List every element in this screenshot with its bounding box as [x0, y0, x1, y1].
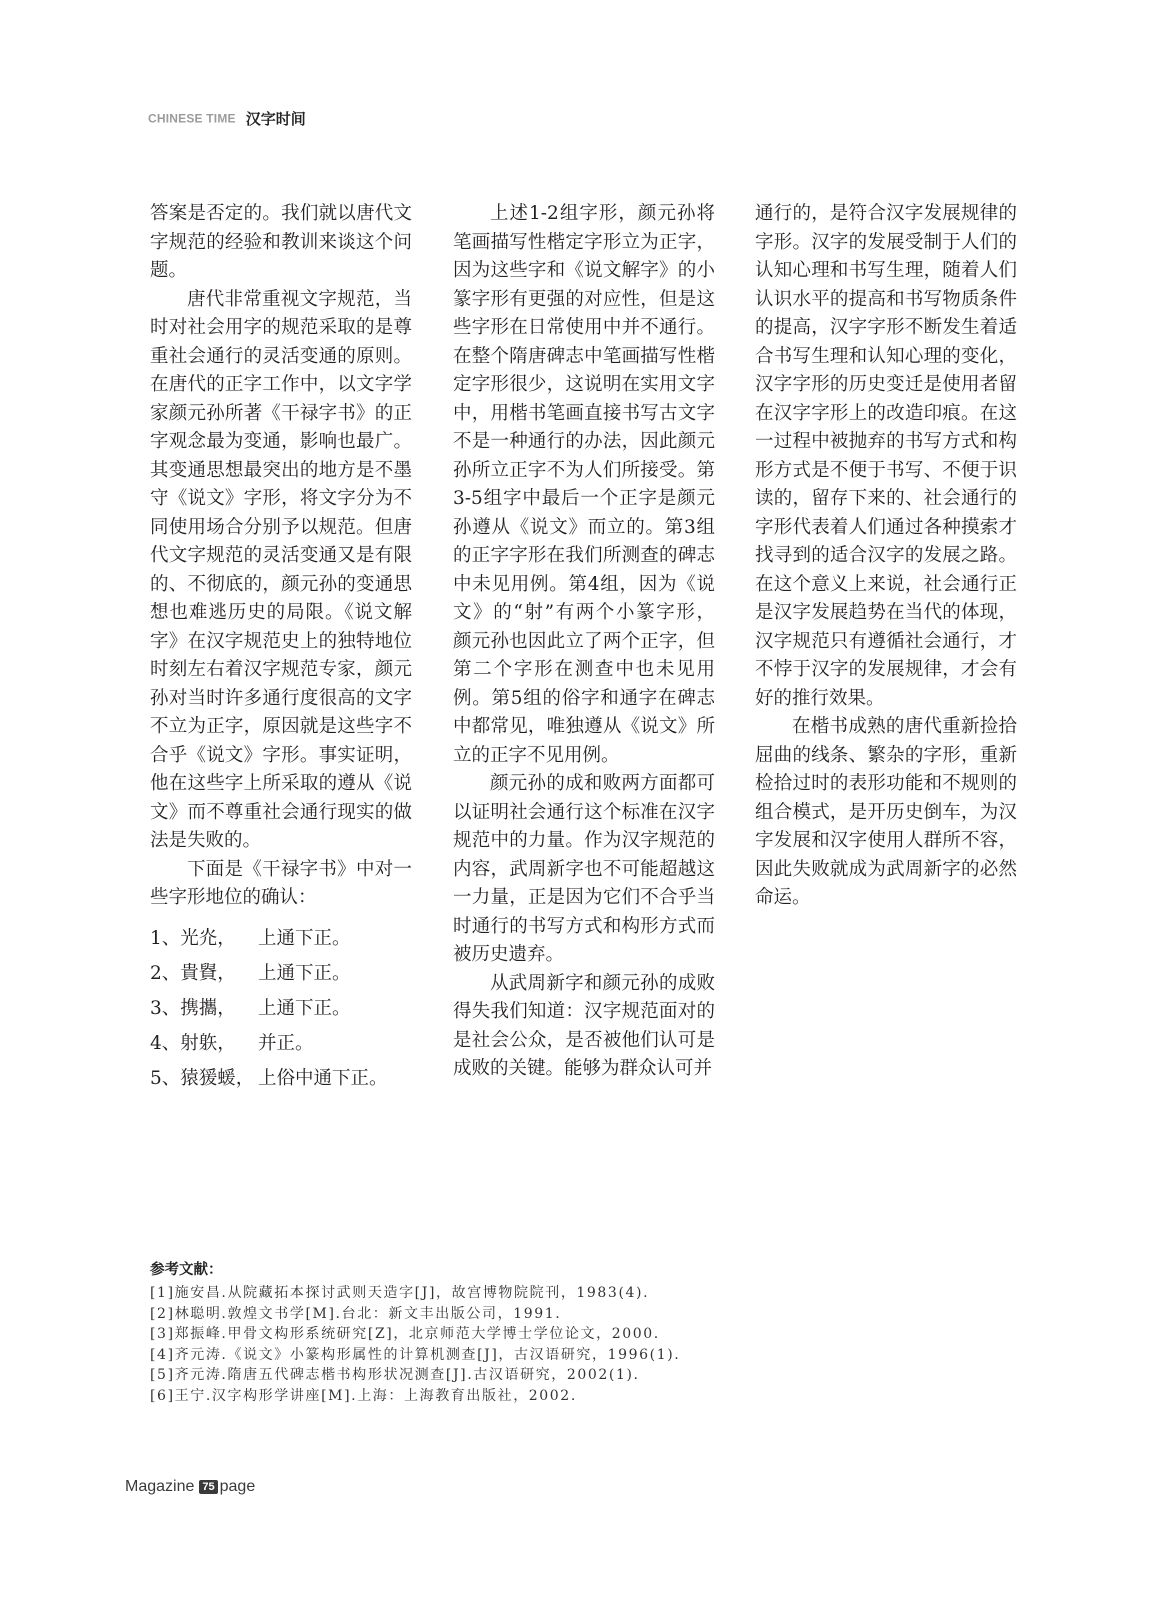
text-line: 上述1-2组字形，颜元孙将 — [490, 203, 715, 224]
paragraph — [453, 200, 715, 770]
column-body — [755, 200, 1017, 913]
text-line: 认识水平的提高和书写物质条件 — [755, 288, 1017, 310]
text-line: 重社会通行的灵活变通的原则。 — [150, 345, 412, 367]
text-line: 的、不彻底的，颜元孙的变通思 — [150, 573, 412, 595]
paragraph — [150, 200, 412, 286]
text-line: 不是一种通行的办法，因此颜元 — [453, 431, 715, 452]
text-line: 在唐代的正字工作中，以文字学 — [150, 374, 412, 395]
text-line: 答案是否定的。我们就以唐代文 — [150, 203, 412, 224]
page-footer — [125, 1476, 255, 1498]
text-line: 在这个意义上来说，社会通行正 — [755, 573, 1017, 595]
text-line: 合书写生理和认知心理的变化， — [755, 345, 1017, 367]
paragraph — [453, 770, 715, 970]
text-line: 第二个字形在测查中也未见用 — [453, 659, 715, 680]
text-line: 是社会公众，是否被他们认可是 — [453, 1029, 715, 1051]
text-column-2 — [453, 200, 715, 1084]
glyph-status: 上通下正。 — [258, 962, 351, 984]
glyph-status: 上通下正。 — [258, 927, 351, 949]
references-title: 参考文献： — [150, 1262, 223, 1278]
text-line: 同使用场合分别予以规范。但唐 — [150, 516, 412, 538]
text-line: 组合模式，是开历史倒车，为汉 — [755, 801, 1017, 823]
text-line: 时刻左右着汉字规范专家，颜元 — [150, 659, 412, 680]
glyph-forms: 2、貴䝿， — [150, 962, 236, 984]
text-line: 家颜元孙所著《干禄字书》的正 — [150, 402, 412, 424]
text-line: 因此失败就成为武周新字的必然 — [755, 858, 1017, 880]
glyph-status-list — [150, 921, 412, 1096]
text-line: 从武周新字和颜元孙的成败 — [490, 972, 715, 994]
paragraph — [453, 970, 715, 1084]
text-line: 定字形很少，这说明在实用文字 — [453, 374, 715, 395]
glyph-status: 上通下正。 — [258, 997, 351, 1019]
text-line: 立的正字不见用例。 — [453, 744, 620, 766]
text-line: 读的，留存下来的、社会通行的 — [755, 488, 1017, 509]
text-line: 字规范的经验和教训来谈这个问 — [150, 231, 412, 253]
glyph-status: 上俗中通下正。 — [258, 1067, 388, 1089]
text-line: 一力量，正是因为它们不合乎当 — [453, 887, 715, 908]
text-line: 不立为正字，原因就是这些字不 — [150, 716, 412, 737]
page-number: 75 — [199, 1480, 217, 1494]
text-line: 题。 — [150, 260, 188, 281]
paragraph — [150, 286, 412, 856]
text-line: 他在这些字上所采取的遵从《说 — [150, 773, 412, 794]
text-line: 合乎《说文》字形。事实证明， — [150, 744, 412, 766]
footer-magazine-label: Magazine — [125, 1478, 195, 1495]
paragraph — [755, 200, 1017, 713]
text-line: 通行的，是符合汉字发展规律的 — [755, 203, 1017, 224]
text-line: 汉字字形的历史变迁是使用者留 — [755, 374, 1017, 395]
text-line: 其变通思想最突出的地方是不墨 — [150, 459, 412, 481]
text-line: 法是失败的。 — [150, 830, 262, 851]
text-line: 下面是《干禄字书》中对一 — [187, 858, 412, 880]
glyph-forms: 5、猿猨蝯， — [150, 1067, 255, 1089]
column-body — [453, 200, 715, 1084]
text-line: 是汉字发展趋势在当代的体现， — [755, 602, 1017, 623]
text-line: 的提高，汉字字形不断发生着适 — [755, 317, 1017, 338]
text-line: 成败的关键。能够为群众认可并 — [453, 1058, 713, 1079]
glyph-list-item — [150, 956, 412, 991]
reference-item: [5]齐元涛.隋唐五代碑志楷书构形状况测查[J].古汉语研究，2002(1). — [150, 1367, 640, 1384]
glyph-list-item — [150, 991, 412, 1026]
text-line: 文》的“射”有两个小篆字形， — [453, 602, 715, 623]
paragraph — [150, 856, 412, 913]
text-line: 时通行的书写方式和构形方式而 — [453, 915, 715, 937]
glyph-list-item — [150, 921, 412, 956]
text-line: 颜元孙也因此立了两个正字，但 — [453, 630, 715, 652]
text-line: 一过程中被抛弃的书写方式和构 — [755, 431, 1017, 452]
text-line: 因为这些字和《说文解字》的小 — [453, 260, 715, 281]
text-line: 孙所立正字不为人们所接受。第 — [453, 459, 715, 481]
text-line: 笔画描写性楷定字形立为正字， — [453, 231, 715, 253]
reference-item: [4]齐元涛.《说文》小篆构形属性的计算机测查[J]，古汉语研究，1996(1). — [150, 1346, 681, 1363]
text-line: 好的推行效果。 — [755, 687, 885, 709]
reference-item: [6]王宁.汉字构形学讲座[M].上海：上海教育出版社，2002. — [150, 1387, 577, 1404]
text-line: 例。第5组的俗字和通字在碑志 — [453, 687, 715, 709]
text-line: 守《说文》字形，将文字分为不 — [150, 488, 412, 509]
text-line: 屈曲的线条、繁杂的字形，重新 — [755, 744, 1017, 766]
text-line: 字形。汉字的发展受制于人们的 — [755, 231, 1017, 253]
text-line: 字形代表着人们通过各种摸索才 — [755, 516, 1017, 538]
text-line: 篆字形有更强的对应性，但是这 — [453, 288, 715, 310]
section-title-en: CHINESE TIME — [148, 111, 236, 126]
text-line: 颜元孙的成和败两方面都可 — [490, 773, 715, 794]
text-line: 不悖于汉字的发展规律，才会有 — [755, 659, 1017, 680]
text-line: 找寻到的适合汉字的发展之路。 — [755, 545, 1017, 566]
glyph-list-item — [150, 1061, 412, 1096]
text-line: 形方式是不便于书写、不便于识 — [755, 459, 1017, 481]
text-line: 汉字规范只有遵循社会通行，才 — [755, 630, 1017, 652]
text-line: 时对社会用字的规范采取的是尊 — [150, 317, 412, 338]
running-header — [148, 108, 306, 128]
text-line: 的正字字形在我们所测查的碑志 — [453, 545, 715, 566]
text-line: 字观念最为变通，影响也最广。 — [150, 431, 412, 452]
text-line: 内容，武周新字也不可能超越这 — [453, 858, 715, 880]
text-line: 得失我们知道：汉字规范面对的 — [453, 1001, 715, 1022]
text-line: 在汉字字形上的改造印痕。在这 — [755, 402, 1017, 424]
column-body — [150, 200, 412, 913]
text-line: 些字形地位的确认： — [150, 887, 317, 908]
footer-page-label: page — [219, 1478, 256, 1495]
text-line: 被历史遗弃。 — [453, 944, 565, 965]
section-title-zh: 汉字时间 — [245, 110, 306, 128]
glyph-forms: 1、光灮， — [150, 927, 236, 949]
glyph-forms: 4、射䠶， — [150, 1032, 236, 1054]
text-column-1 — [150, 200, 412, 1096]
text-line: 孙对当时许多通行度很高的文字 — [150, 687, 412, 709]
paragraph — [755, 713, 1017, 913]
text-line: 在整个隋唐碑志中笔画描写性楷 — [453, 345, 715, 367]
reference-item: [1]施安昌.从院藏拓本探讨武则天造字[J]，故宫博物院院刊，1983(4). — [150, 1285, 650, 1301]
text-line: 检拾过时的表形功能和不规则的 — [755, 773, 1017, 794]
text-line: 些字形在日常使用中并不通行。 — [453, 317, 715, 338]
text-line: 字发展和汉字使用人群所不容， — [755, 830, 1017, 851]
glyph-status: 并正。 — [258, 1032, 314, 1054]
reference-item: [2]林聪明.敦煌文书学[M].台北：新文丰出版公司，1991. — [150, 1305, 562, 1322]
text-line: 代文字规范的灵活变通又是有限 — [150, 545, 412, 566]
text-line: 文》而不尊重社会通行现实的做 — [150, 801, 412, 823]
text-line: 3-5组字中最后一个正字是颜元 — [453, 488, 715, 509]
text-line: 在楷书成熟的唐代重新捡拾 — [792, 716, 1017, 737]
text-line: 字》在汉字规范史上的独特地位 — [150, 630, 412, 652]
reference-item: [3]郑振峰.甲骨文构形系统研究[Z]，北京师范大学博士学位论文，2000. — [150, 1326, 660, 1343]
text-line: 想也难逃历史的局限。《说文解 — [150, 602, 412, 623]
text-line: 中都常见，唯独遵从《说文》所 — [453, 716, 715, 737]
text-line: 规范中的力量。作为汉字规范的 — [453, 830, 715, 851]
glyph-list-item — [150, 1026, 412, 1061]
glyph-forms: 3、携攜， — [150, 997, 236, 1019]
text-line: 中未见用例。第4组，因为《说 — [453, 573, 715, 595]
text-line: 孙遵从《说文》而立的。第3组 — [453, 516, 715, 538]
references — [150, 1258, 1050, 1407]
text-line: 命运。 — [755, 887, 811, 908]
text-column-3 — [755, 200, 1017, 913]
text-line: 中，用楷书笔画直接书写古文字 — [453, 402, 715, 424]
text-line: 认知心理和书写生理，随着人们 — [755, 260, 1017, 281]
text-line: 唐代非常重视文字规范，当 — [187, 288, 412, 310]
text-line: 以证明社会通行这个标准在汉字 — [453, 801, 715, 823]
